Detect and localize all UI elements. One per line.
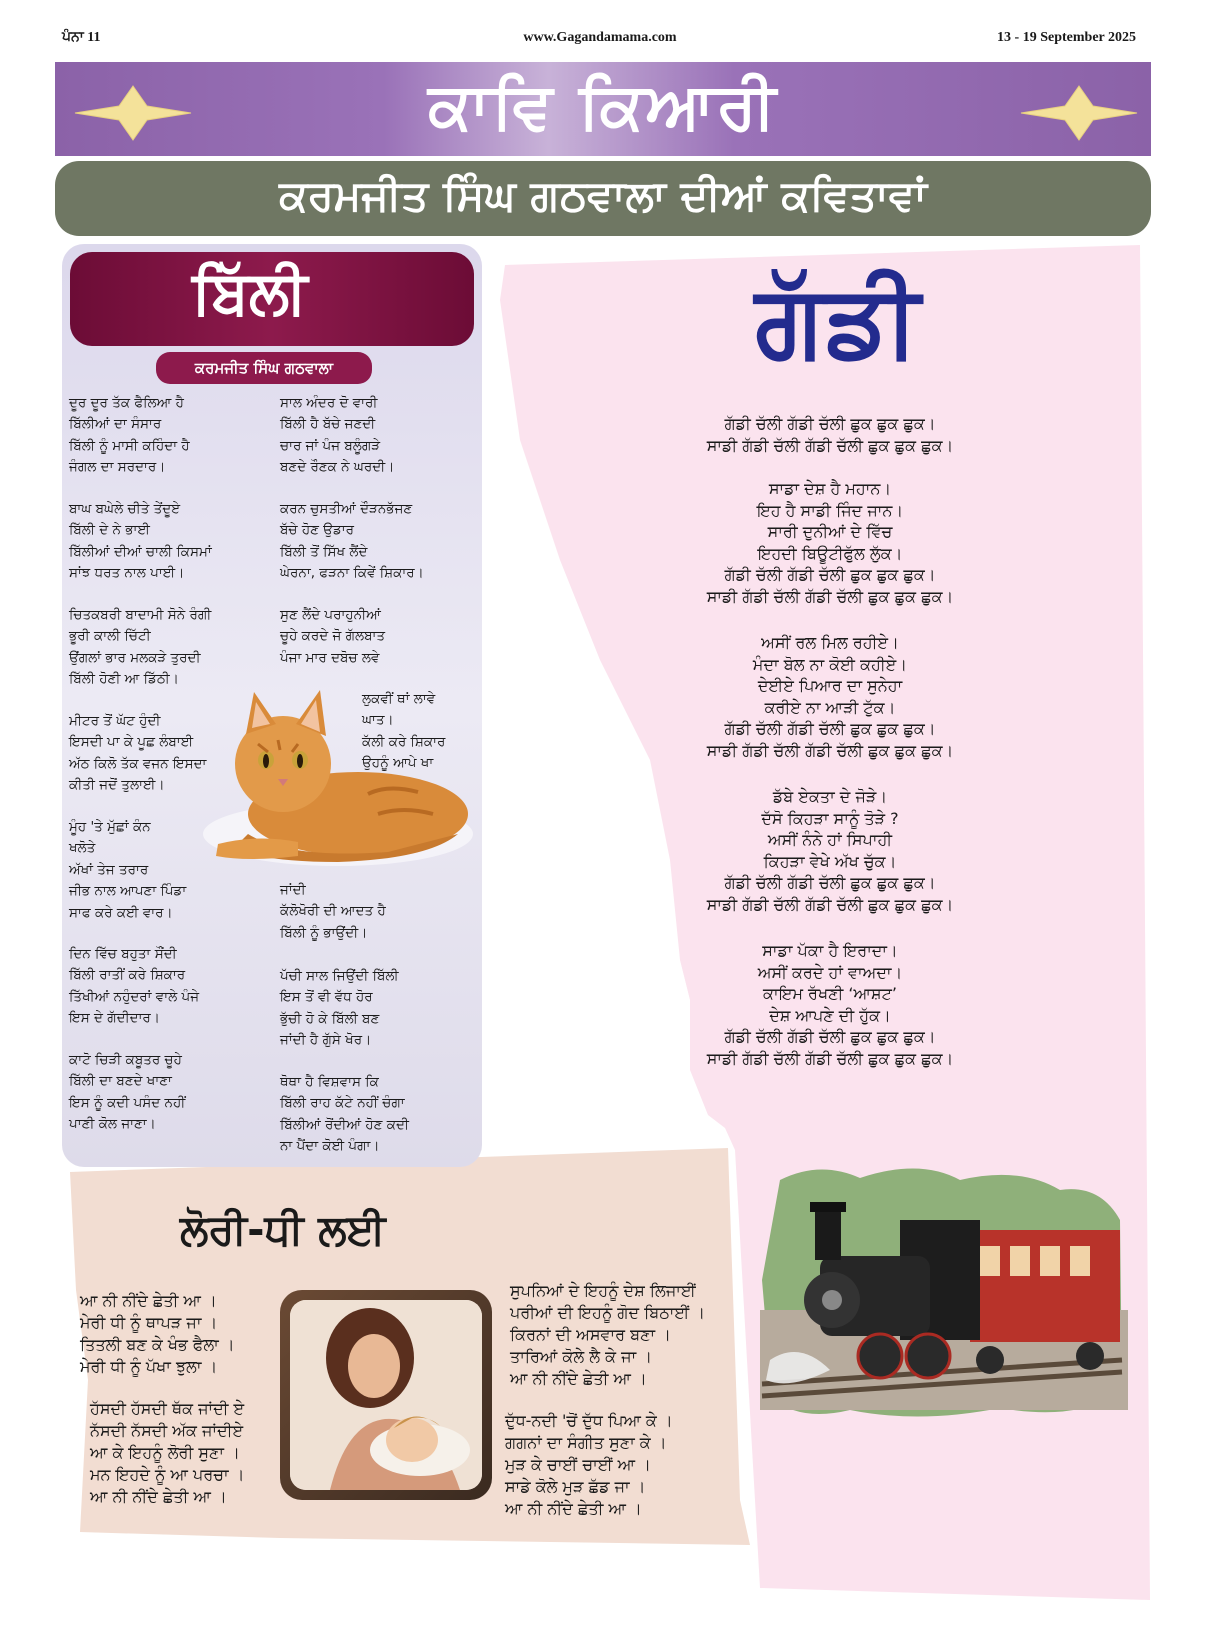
author-badge: ਕਰਮਜੀਤ ਸਿੰਘ ਗਠਵਾਲਾ <box>156 352 372 384</box>
billi-stanza: ਮੀਟਰ ਤੋਂ ਘੱਟ ਹੁੰਦੀ ਇਸਦੀ ਪਾ ਕੇ ਪੂਛ ਲੰਬਾਈ ਅੱਠ ਕਿਲੋ ਤੱਕ ਵਜਨ ਇਸਦਾ ਕੀਤੀ ਜਦੋਂ ਤੁਲਾਈ। <box>69 713 207 794</box>
billi-stanza: ਦਿਨ ਵਿੱਚ ਬਹੁਤਾ ਸੌਂਦੀ ਬਿੱਲੀ ਰਾਤੀਂ ਕਰੇ ਸ਼ਿਕਾਰ ਤਿੱਖੀਆਂ ਨਹੁੰਦਰਾਂ ਵਾਲੇ ਪੰਜੇ ਇਸ ਦੇ ਗੱਦੀਦਾਰ। <box>69 946 200 1027</box>
lori-stanza: ਦੁੱਧ-ਨਦੀ 'ਚੋਂ ਦੁੱਧ ਪਿਆ ਕੇ । ਗਗਨਾਂ ਦਾ ਸੰਗੀਤ ਸੁਣਾ ਕੇ । ਮੁੜ ਕੇ ਚਾਈਂ ਚਾਈਂ ਆ । ਸਾਡੇ ਕੋਲੇ ਮੁੜ ਛੱਡ ਜਾ । ਆ ਨੀ ਨੀਂਦੇ ਛੇਤੀ ਆ । <box>505 1411 673 1518</box>
gaddi-stanza: ਅਸੀਂ ਰਲ ਮਿਲ ਰਹੀਏ। ਮੰਦਾ ਬੋਲ ਨਾ ਕੋਈ ਕਹੀਏ। ਦੇਈਏ ਪਿਆਰ ਦਾ ਸੁਨੇਹਾ ਕਰੀਏ ਨਾ ਆੜੀ ਟੁੱਕ। ਗੱਡੀ ਚੱਲੀ ਗੱਡੀ ਚੱਲੀ ਛੁਕ ਛੁਕ ਛੁਕ। ਸਾਡੀ ਗੱਡੀ ਚੱਲੀ ਗੱਡੀ ਚੱਲੀ ਛੁਕ ਛੁਕ ਛੁਕ। <box>706 633 954 760</box>
billi-stanza: ਪੱਚੀ ਸਾਲ ਜਿਉਂਦੀ ਬਿੱਲੀ ਇਸ ਤੋਂ ਵੀ ਵੱਧ ਹੋਰ ਭੁੱਚੀ ਹੋ ਕੇ ਬਿੱਲੀ ਬਣ ਜਾਂਦੀ ਹੈ ਗੁੱਸੇ ਖੋਰ। <box>280 968 399 1049</box>
lori-stanza: ਸੁਪਨਿਆਂ ਦੇ ਇਹਨੂੰ ਦੇਸ਼ ਲਿਜਾਈਂ ਪਰੀਆਂ ਦੀ ਇਹਨੂੰ ਗੋਦ ਬਿਠਾਈਂ । ਕਿਰਨਾਂ ਦੀ ਅਸਵਾਰ ਬਣਾ । ਤਾਰਿਆਂ ਕੋਲੇ ਲੈ ਕੇ ਜਾ । ਆ ਨੀ ਨੀਂਦੇ ਛੇਤੀ ਆ । <box>510 1281 706 1388</box>
billi-stanza: ਸੁਣ ਲੈਂਦੇ ਪਰਾਹੁਨੀਆਂ ਚੂਹੇ ਕਰਦੇ ਜੋ ਗੱਲਬਾਤ ਪੰਜਾ ਮਾਰ ਦਬੋਚ ਲਵੇ <box>280 607 386 666</box>
lori-title: ਲੋਰੀ-ਧੀ ਲਈ <box>180 1205 386 1254</box>
billi-title: ਬਿੱਲੀ <box>192 258 308 328</box>
gaddi-stanza: ਡੱਬੇ ਏਕਤਾ ਦੇ ਜੋੜੇ। ਦੱਸੋ ਕਿਹੜਾ ਸਾਨੂੰ ਤੋੜੇ ? ਅਸੀਂ ਨੰਨੇ ਹਾਂ ਸਿਪਾਹੀ ਕਿਹੜਾ ਵੇਖੇ ਅੱਖ ਚੁੱਕ। ਗੱਡੀ ਚੱਲੀ ਗੱਡੀ ਚੱਲੀ ਛੁਕ ਛੁਕ ਛੁਕ। ਸਾਡੀ ਗੱਡੀ ਚੱਲੀ ਗੱਡੀ ਚੱਲੀ ਛੁਕ ਛੁਕ ਛੁਕ। <box>706 787 954 914</box>
lori-stanza: ਹੱਸਦੀ ਹੱਸਦੀ ਥੱਕ ਜਾਂਦੀ ਏ ਨੱਸਦੀ ਨੱਸਦੀ ਅੱਕ ਜਾਂਦੀਏ ਆ ਕੇ ਇਹਨੂੰ ਲੋਰੀ ਸੁਣਾ । ਮਨ ਇਹਦੇ ਨੂੰ ਆ ਪਰਚਾ । ਆ ਨੀ ਨੀਂਦੇ ਛੇਤੀ ਆ । <box>90 1399 245 1506</box>
billi-stanza: ਜਾਂਦੀ ਕੱਲੋਖੋਰੀ ਦੀ ਆਦਤ ਹੈ ਬਿੱਲੀ ਨੂੰ ਭਾਉਂਦੀ। <box>280 882 386 941</box>
cat-image <box>188 684 478 874</box>
gaddi-title: ਗੱਡੀ <box>755 262 920 379</box>
train-image <box>760 1160 1128 1428</box>
billi-stanza: ਚਿਤਕਬਰੀ ਬਾਦਾਮੀ ਸੋਨੇ ਰੰਗੀ ਭੂਰੀ ਕਾਲੀ ਚਿੱਟੀ ਉਂਗਲਾਂ ਭਾਰ ਮਲਕੜੇ ਤੁਰਦੀ ਬਿੱਲੀ ਹੋਣੀ ਆ ਡਿੱਠੀ। <box>69 607 212 688</box>
gaddi-stanza: ਸਾਡਾ ਪੱਕਾ ਹੈ ਇਰਾਦਾ। ਅਸੀਂ ਕਰਦੇ ਹਾਂ ਵਾਅਦਾ। ਕਾਇਮ ਰੱਖਣੀ ‘ਆਸ਼ਟ’ ਦੇਸ਼ ਆਪਣੇ ਦੀ ਹੁੱਕ। ਗੱਡੀ ਚੱਲੀ ਗੱਡੀ ਚੱਲੀ ਛੁਕ ਛੁਕ ਛੁਕ। ਸਾਡੀ ਗੱਡੀ ਚੱਲੀ ਗੱਡੀ ਚੱਲੀ ਛੁਕ ਛੁਕ ਛੁਕ। <box>706 941 954 1068</box>
lori-stanza: ਆ ਨੀ ਨੀਂਦੇ ਛੇਤੀ ਆ । ਮੇਰੀ ਧੀ ਨੂੰ ਥਾਪੜ ਜਾ । ਤਿਤਲੀ ਬਣ ਕੇ ਖੰਭ ਫੈਲਾ । ਮੇਰੀ ਧੀ ਨੂੰ ਪੱਖਾ ਝੁਲਾ । <box>80 1291 235 1376</box>
billi-stanza: ਕਾਟੋ ਚਿੜੀ ਕਬੂਤਰ ਚੂਹੇ ਬਿੱਲੀ ਦਾ ਬਣਦੇ ਖਾਣਾ ਇਸ ਨੂੰ ਕਦੀ ਪਸੰਦ ਨਹੀਂ ਪਾਣੀ ਕੋਲ ਜਾਣਾ। <box>69 1052 186 1133</box>
section-title: ਕਾਵਿ ਕਿਆਰੀ <box>428 70 778 144</box>
billi-stanza: ਸਾਲ ਅੰਦਰ ਦੋ ਵਾਰੀ ਬਿੱਲੀ ਹੈ ਬੱਚੇ ਜਣਦੀ ਚਾਰ ਜਾਂ ਪੰਜ ਬਲੂੰਗੜੇ ਬਣਦੇ ਰੌਣਕ ਨੇ ਘਰਦੀ। <box>280 395 395 476</box>
mother-daughter-image <box>290 1300 482 1490</box>
billi-stanza: ਲੁਕਵੀਂ ਥਾਂ ਲਾਵੇ ਘਾਤ। ਕੱਲੀ ਕਰੇ ਸ਼ਿਕਾਰ ਉਹਨੂੰ ਆਪੇ ਖਾ <box>362 691 446 772</box>
website-link[interactable]: www.Gagandamama.com <box>523 30 677 45</box>
mother-daughter-photo <box>280 1290 492 1500</box>
billi-panel <box>62 244 482 1167</box>
billi-stanza: ਮੂੰਹ 'ਤੇ ਮੁੱਛਾਂ ਕੰਨ ਖਲੋਤੇ ਅੱਖਾਂ ਤੇਜ ਤਰਾਰ ਜੀਭ ਨਾਲ ਆਪਣਾ ਪਿੰਡਾ ਸਾਫ ਕਰੇ ਕਈ ਵਾਰ। <box>69 819 187 921</box>
issue-date: 13 - 19 September 2025 <box>997 30 1136 45</box>
page-number: ਪੰਨਾ 11 <box>62 30 101 45</box>
billi-stanza: ਬਾਘ ਬਘੇਲੇ ਚੀਤੇ ਤੇਂਦੂਏ ਬਿੱਲੀ ਦੇ ਨੇ ਭਾਈ ਬਿੱਲੀਆਂ ਦੀਆਂ ਚਾਲੀ ਕਿਸਮਾਂ ਸਾਂਝ ਧਰਤ ਨਾਲ ਪਾਈ। <box>69 501 212 582</box>
billi-stanza: ਕਰਨ ਚੁਸਤੀਆਂ ਦੌੜਨਭੱਜਣ ਬੱਚੇ ਹੋਣ ਉਡਾਰ ਬਿੱਲੀ ਤੋਂ ਸਿੱਖ ਲੈਂਦੇ ਘੇਰਨਾ, ਫੜਨਾ ਕਿਵੇਂ ਸ਼ਿਕਾਰ। <box>280 501 424 582</box>
gaddi-stanza: ਸਾਡਾ ਦੇਸ਼ ਹੈ ਮਹਾਨ। ਇਹ ਹੈ ਸਾਡੀ ਜਿੰਦ ਜਾਨ। ਸਾਰੀ ਦੁਨੀਆਂ ਦੇ ਵਿੱਚ ਇਹਦੀ ਬਿਊਟੀਫੁੱਲ ਲੁੱਕ। ਗੱਡੀ ਚੱਲੀ ਗੱਡੀ ਚੱਲੀ ਛੁਕ ਛੁਕ ਛੁਕ। ਸਾਡੀ ਗੱਡੀ ਚੱਲੀ ਗੱਡੀ ਚੱਲੀ ਛੁਕ ਛੁਕ ਛੁਕ। <box>706 479 954 606</box>
billi-title-box <box>70 252 474 346</box>
gaddi-stanza: ਗੱਡੀ ਚੱਲੀ ਗੱਡੀ ਚੱਲੀ ਛੁਕ ਛੁਕ ਛੁਕ। ਸਾਡੀ ਗੱਡੀ ਚੱਲੀ ਗੱਡੀ ਚੱਲੀ ਛੁਕ ਛੁਕ ਛੁਕ। <box>706 414 954 455</box>
photo-content <box>290 1300 482 1490</box>
billi-stanza: ਥੋਥਾ ਹੈ ਵਿਸ਼ਵਾਸ ਕਿ ਬਿੱਲੀ ਰਾਹ ਕੱਟੇ ਨਹੀਂ ਚੰਗਾ ਬਿੱਲੀਆਂ ਰੋਂਦੀਆਂ ਹੋਣ ਕਦੀ ਨਾ ਪੈਂਦਾ ਕੋਈ ਪੰਗਾ। <box>280 1074 409 1155</box>
billi-stanza: ਦੂਰ ਦੂਰ ਤੱਕ ਫੈਲਿਆ ਹੈ ਬਿੱਲੀਆਂ ਦਾ ਸੰਸਾਰ ਬਿੱਲੀ ਨੂੰ ਮਾਸੀ ਕਹਿੰਦਾ ਹੈ ਜੰਗਲ ਦਾ ਸਰਦਾਰ। <box>69 395 190 476</box>
poems-subtitle: ਕਰਮਜੀਤ ਸਿੰਘ ਗਠਵਾਲਾ ਦੀਆਂ ਕਵਿਤਾਵਾਂ <box>279 171 927 220</box>
